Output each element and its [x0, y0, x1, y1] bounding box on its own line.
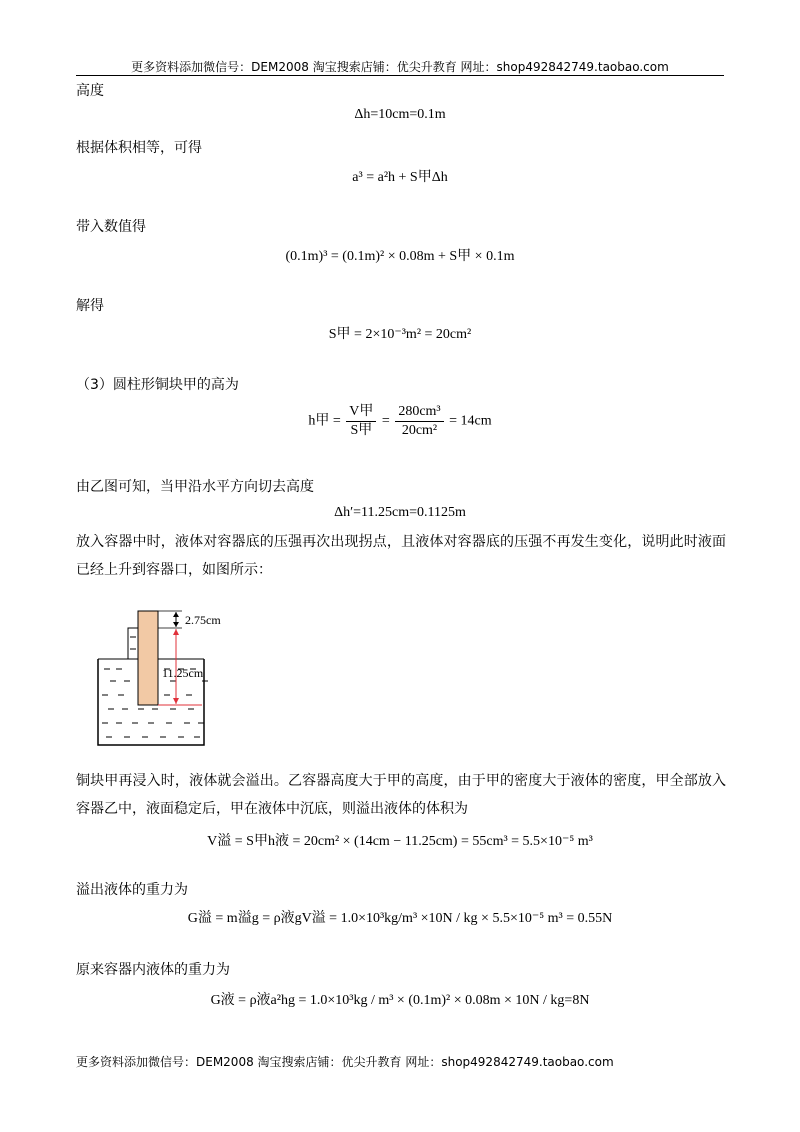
fraction	[346, 403, 376, 440]
text-line: 带入数值得	[76, 219, 146, 235]
denominator: 20cm²	[401, 423, 438, 438]
numerator: 280cm³	[395, 403, 443, 422]
text-line: 解得	[76, 298, 104, 314]
equation: (0.1m)³ = (0.1m)² × 0.08m + S甲 × 0.1m	[285, 249, 515, 264]
label-11-25: 11.25cm	[162, 666, 204, 680]
equation: Δh′=11.25cm=0.1125m	[334, 505, 466, 520]
equation: G溢 = m溢g = ρ液gV溢 = 1.0×10³kg/m³ ×10N / kg × 5.5×10⁻⁵ m³ = 0.55N	[187, 911, 613, 926]
header-rule	[76, 75, 724, 76]
text-line: 溢出液体的重力为	[76, 882, 188, 898]
figure-svg	[90, 605, 250, 755]
equation: Δh=10cm=0.1m	[354, 107, 446, 122]
container-figure	[90, 605, 250, 755]
eq-equals: =	[381, 413, 390, 429]
equation: S甲 = 2×10⁻³m² = 20cm²	[328, 327, 472, 342]
text-line: 原来容器内液体的重力为	[76, 962, 230, 978]
eq-lhs: h甲 =	[308, 413, 341, 429]
paragraph: 铜块甲再浸入时，液体就会溢出。乙容器高度大于甲的高度，由于甲的密度大于液体的密度，甲全部放入容器乙中，液面稳定后，甲在液体中沉底，则溢出液体的体积为	[76, 773, 726, 817]
text-line: 根据体积相等，可得	[76, 140, 202, 156]
equation: G液 = ρ液a²hg = 1.0×10³kg / m³ × (0.1m)² × 0.08m × 10N / kg=8N	[210, 993, 590, 1008]
paragraph: 放入容器中时，液体对容器底的压强再次出现拐点，且液体对容器底的压强不再发生变化，说明此时液面已经上升到容器口，如图所示：	[76, 534, 726, 578]
label-2-75: 2.75cm	[185, 613, 221, 627]
equation: V溢 = S甲h液 = 20cm² × (14cm − 11.25cm) = 55cm³ = 5.5×10⁻⁵ m³	[207, 834, 593, 849]
text-line: 由乙图可知，当甲沿水平方向切去高度	[76, 479, 314, 495]
overflow-strip	[128, 628, 138, 659]
denominator: S甲	[350, 423, 373, 438]
page-header: 更多资料添加微信号：DEM2008 淘宝搜索店铺：优尖升教育 网址：shop492842749.taobao.com	[131, 60, 669, 74]
eq-rhs: = 14cm	[449, 413, 492, 429]
fraction	[395, 403, 443, 440]
equation-fraction	[0, 403, 800, 440]
text-line: 高度	[76, 83, 104, 99]
text-line: （3）圆柱形铜块甲的高为	[76, 377, 239, 393]
equation: a³ = a²h + S甲Δh	[352, 170, 448, 185]
page-footer: 更多资料添加微信号：DEM2008 淘宝搜索店铺：优尖升教育 网址：shop492842749.taobao.com	[76, 1055, 614, 1069]
copper-block	[138, 611, 158, 705]
numerator: V甲	[346, 403, 376, 422]
